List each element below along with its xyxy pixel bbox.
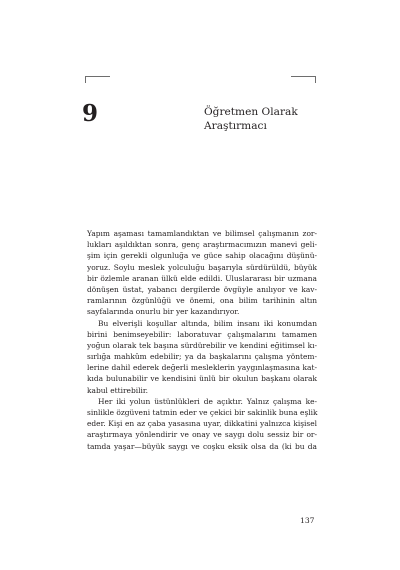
- text-line: Bu elverişli koşullar altında, bilim insanı iki konumdan: [98, 318, 317, 328]
- text-line: ramlarının özgünlüğü ve önemi, ona bilim tarihinin altın: [87, 296, 317, 306]
- chapter-number: 9: [82, 100, 99, 127]
- text-line: Yapım aşaması tamamlandıktan ve bilimsel çalışmanın zor-: [87, 229, 317, 238]
- text-line: kıda bulunabilir ve kendisini ünlü bir okulun başkanı olarak: [87, 374, 317, 384]
- text-line: araştırmaya yönlendirir ve onay ve saygı dolu sessiz bir or-: [87, 430, 317, 440]
- text-line: eder. Kişi en az çaba yasasına uyar, dikkatini yalnızca kişisel: [87, 419, 317, 429]
- text-line: sırlığa mahkûm edebilir; ya da başkalarını çalışma yöntem-: [87, 352, 317, 362]
- text-line: Her iki yolun üstünlükleri de açıktır. Yalnız çalışma ke-: [98, 396, 317, 406]
- text-line: lerine dahil ederek değerli mesleklerin yaygınlaşmasına kat-: [87, 363, 317, 373]
- text-line: yoğun olarak tek başına sürdürebilir ve kendini eğitimsel kı-: [87, 340, 317, 350]
- body-text: [87, 228, 317, 452]
- text-line: lukları aşıldıktan sonra, genç araştırmacımızın manevi geli-: [87, 240, 317, 250]
- text-line: şim için gerekli olgunluğa ve güce sahip olacağını düşünü-: [87, 251, 317, 261]
- corner-mark-right: [291, 76, 316, 83]
- text-line: bir özlemle aranan ülkü elde edildi. Uluslararası bir uzmana: [87, 273, 317, 283]
- text-line: yoruz. Soylu meslek yolculuğu başarıyla sürdürüldü, büyük: [87, 262, 317, 272]
- page-number: 137: [300, 516, 315, 525]
- text-line: dönüşen üstat, yabancı dergilerde övgüyle anılıyor ve kav-: [87, 284, 317, 294]
- text-line: birini benimseyebilir: laboratuvar çalışmalarını tamamen: [87, 329, 317, 339]
- chapter-title: [204, 105, 298, 133]
- corner-mark-left: [85, 76, 110, 83]
- chapter-title-line-1: Öğretmen Olarak: [204, 106, 298, 118]
- chapter-title-line-2: Araştırmacı: [204, 120, 267, 132]
- text-line: kabul ettirebilir.: [87, 385, 148, 395]
- text-line: sinlikle özgüveni tatmin eder ve çekici bir sakinlik buna eşlik: [87, 408, 318, 417]
- text-line: tamda yaşar—büyük saygı ve coşku eksik olsa da (ki bu da: [87, 441, 317, 451]
- text-line: sayfalarında onurlu bir yer kazandırıyor.: [87, 307, 240, 317]
